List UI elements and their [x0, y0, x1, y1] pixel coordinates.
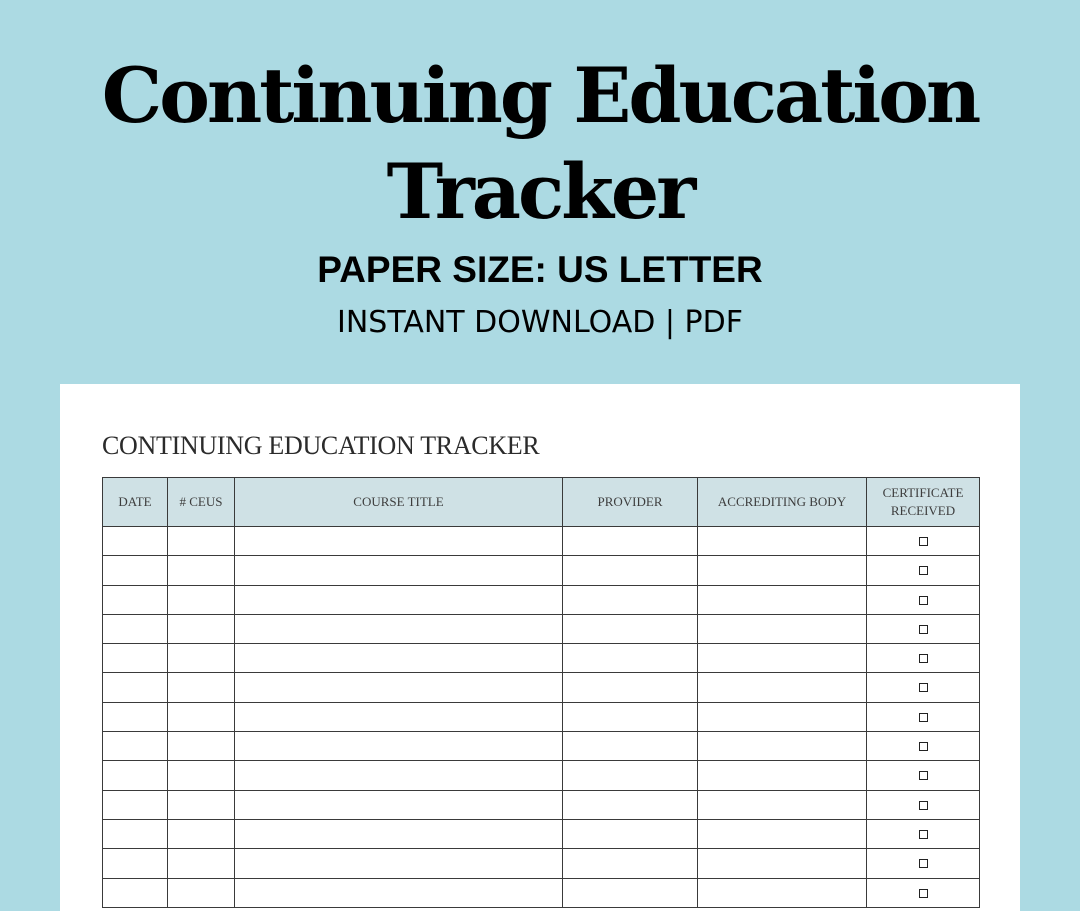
certificate-received-cell: [867, 644, 980, 673]
certificate-checkbox[interactable]: [919, 742, 928, 751]
certificate-received-cell: [867, 673, 980, 702]
provider-cell[interactable]: [563, 732, 698, 761]
certificate-checkbox[interactable]: [919, 566, 928, 575]
accrediting-body-cell[interactable]: [698, 614, 867, 643]
ceus-cell[interactable]: [168, 790, 235, 819]
accrediting-body-cell[interactable]: [698, 585, 867, 614]
course-title-cell[interactable]: [235, 702, 563, 731]
accrediting-body-cell[interactable]: [698, 702, 867, 731]
ceus-cell[interactable]: [168, 878, 235, 907]
ceus-cell[interactable]: [168, 527, 235, 556]
column-header-certificate-received: CERTIFICATE RECEIVED: [867, 478, 980, 527]
ceus-cell[interactable]: [168, 614, 235, 643]
ceus-cell[interactable]: [168, 556, 235, 585]
provider-cell[interactable]: [563, 878, 698, 907]
provider-cell[interactable]: [563, 585, 698, 614]
date-cell[interactable]: [103, 761, 168, 790]
table-row: [103, 790, 980, 819]
hero-title: [0, 48, 1080, 240]
date-cell[interactable]: [103, 556, 168, 585]
certificate-received-cell: [867, 702, 980, 731]
certificate-checkbox[interactable]: [919, 683, 928, 692]
provider-cell[interactable]: [563, 849, 698, 878]
date-cell[interactable]: [103, 527, 168, 556]
ceus-cell[interactable]: [168, 673, 235, 702]
table-row: [103, 673, 980, 702]
certificate-received-cell: [867, 527, 980, 556]
accrediting-body-cell[interactable]: [698, 819, 867, 848]
provider-cell[interactable]: [563, 556, 698, 585]
certificate-received-cell: [867, 614, 980, 643]
ceus-cell[interactable]: [168, 585, 235, 614]
provider-cell[interactable]: [563, 790, 698, 819]
provider-cell[interactable]: [563, 819, 698, 848]
date-cell[interactable]: [103, 585, 168, 614]
certificate-checkbox[interactable]: [919, 596, 928, 605]
certificate-checkbox[interactable]: [919, 801, 928, 810]
table-row: [103, 527, 980, 556]
hero-title-line-1: Continuing Education: [101, 51, 979, 140]
ceus-cell[interactable]: [168, 732, 235, 761]
tracker-sheet: [60, 384, 1020, 911]
date-cell[interactable]: [103, 878, 168, 907]
date-cell[interactable]: [103, 849, 168, 878]
certificate-checkbox[interactable]: [919, 537, 928, 546]
column-header-provider: PROVIDER: [563, 478, 698, 527]
hero-title-line-2: Tracker: [386, 147, 694, 236]
certificate-received-cell: [867, 585, 980, 614]
accrediting-body-cell[interactable]: [698, 644, 867, 673]
provider-cell[interactable]: [563, 673, 698, 702]
course-title-cell[interactable]: [235, 673, 563, 702]
certificate-received-cell: [867, 819, 980, 848]
accrediting-body-cell[interactable]: [698, 556, 867, 585]
table-row: [103, 614, 980, 643]
course-title-cell[interactable]: [235, 527, 563, 556]
table-row: [103, 702, 980, 731]
table-row: [103, 878, 980, 907]
accrediting-body-cell[interactable]: [698, 761, 867, 790]
ceus-cell[interactable]: [168, 702, 235, 731]
certificate-received-cell: [867, 790, 980, 819]
date-cell[interactable]: [103, 644, 168, 673]
provider-cell[interactable]: [563, 702, 698, 731]
course-title-cell[interactable]: [235, 556, 563, 585]
certificate-received-cell: [867, 732, 980, 761]
table-row: [103, 644, 980, 673]
certificate-checkbox[interactable]: [919, 771, 928, 780]
table-row: [103, 585, 980, 614]
certificate-received-cell: [867, 761, 980, 790]
accrediting-body-cell[interactable]: [698, 527, 867, 556]
accrediting-body-cell[interactable]: [698, 673, 867, 702]
certificate-checkbox[interactable]: [919, 713, 928, 722]
column-header-accrediting-body: ACCREDITING BODY: [698, 478, 867, 527]
tracker-table: [102, 477, 980, 908]
download-label: INSTANT DOWNLOAD | PDF: [337, 305, 743, 340]
table-row: [103, 732, 980, 761]
certificate-checkbox[interactable]: [919, 625, 928, 634]
date-cell[interactable]: [103, 819, 168, 848]
date-cell[interactable]: [103, 790, 168, 819]
date-cell[interactable]: [103, 702, 168, 731]
table-body: [103, 527, 980, 908]
certificate-checkbox[interactable]: [919, 830, 928, 839]
provider-cell[interactable]: [563, 644, 698, 673]
provider-cell[interactable]: [563, 527, 698, 556]
column-header-ceus: # CEUS: [168, 478, 235, 527]
sheet-title: CONTINUING EDUCATION TRACKER: [102, 431, 540, 460]
accrediting-body-cell[interactable]: [698, 849, 867, 878]
accrediting-body-cell[interactable]: [698, 878, 867, 907]
column-header-course-title: COURSE TITLE: [235, 478, 563, 527]
certificate-checkbox[interactable]: [919, 889, 928, 898]
certificate-received-cell: [867, 556, 980, 585]
table-row: [103, 761, 980, 790]
table-row: [103, 819, 980, 848]
course-title-cell[interactable]: [235, 790, 563, 819]
table-row: [103, 849, 980, 878]
table-row: [103, 556, 980, 585]
course-title-cell[interactable]: [235, 819, 563, 848]
paper-size-label: PAPER SIZE: US LETTER: [317, 249, 763, 290]
course-title-cell[interactable]: [235, 585, 563, 614]
date-cell[interactable]: [103, 614, 168, 643]
provider-cell[interactable]: [563, 761, 698, 790]
course-title-cell[interactable]: [235, 732, 563, 761]
course-title-cell[interactable]: [235, 761, 563, 790]
ceus-cell[interactable]: [168, 849, 235, 878]
provider-cell[interactable]: [563, 614, 698, 643]
ceus-cell[interactable]: [168, 644, 235, 673]
accrediting-body-cell[interactable]: [698, 790, 867, 819]
column-header-date: DATE: [103, 478, 168, 527]
accrediting-body-cell[interactable]: [698, 732, 867, 761]
course-title-cell[interactable]: [235, 614, 563, 643]
certificate-checkbox[interactable]: [919, 859, 928, 868]
certificate-received-cell: [867, 849, 980, 878]
date-cell[interactable]: [103, 732, 168, 761]
ceus-cell[interactable]: [168, 761, 235, 790]
ceus-cell[interactable]: [168, 819, 235, 848]
course-title-cell[interactable]: [235, 644, 563, 673]
certificate-checkbox[interactable]: [919, 654, 928, 663]
date-cell[interactable]: [103, 673, 168, 702]
table-header-row: [103, 478, 980, 527]
certificate-received-cell: [867, 878, 980, 907]
course-title-cell[interactable]: [235, 849, 563, 878]
course-title-cell[interactable]: [235, 878, 563, 907]
